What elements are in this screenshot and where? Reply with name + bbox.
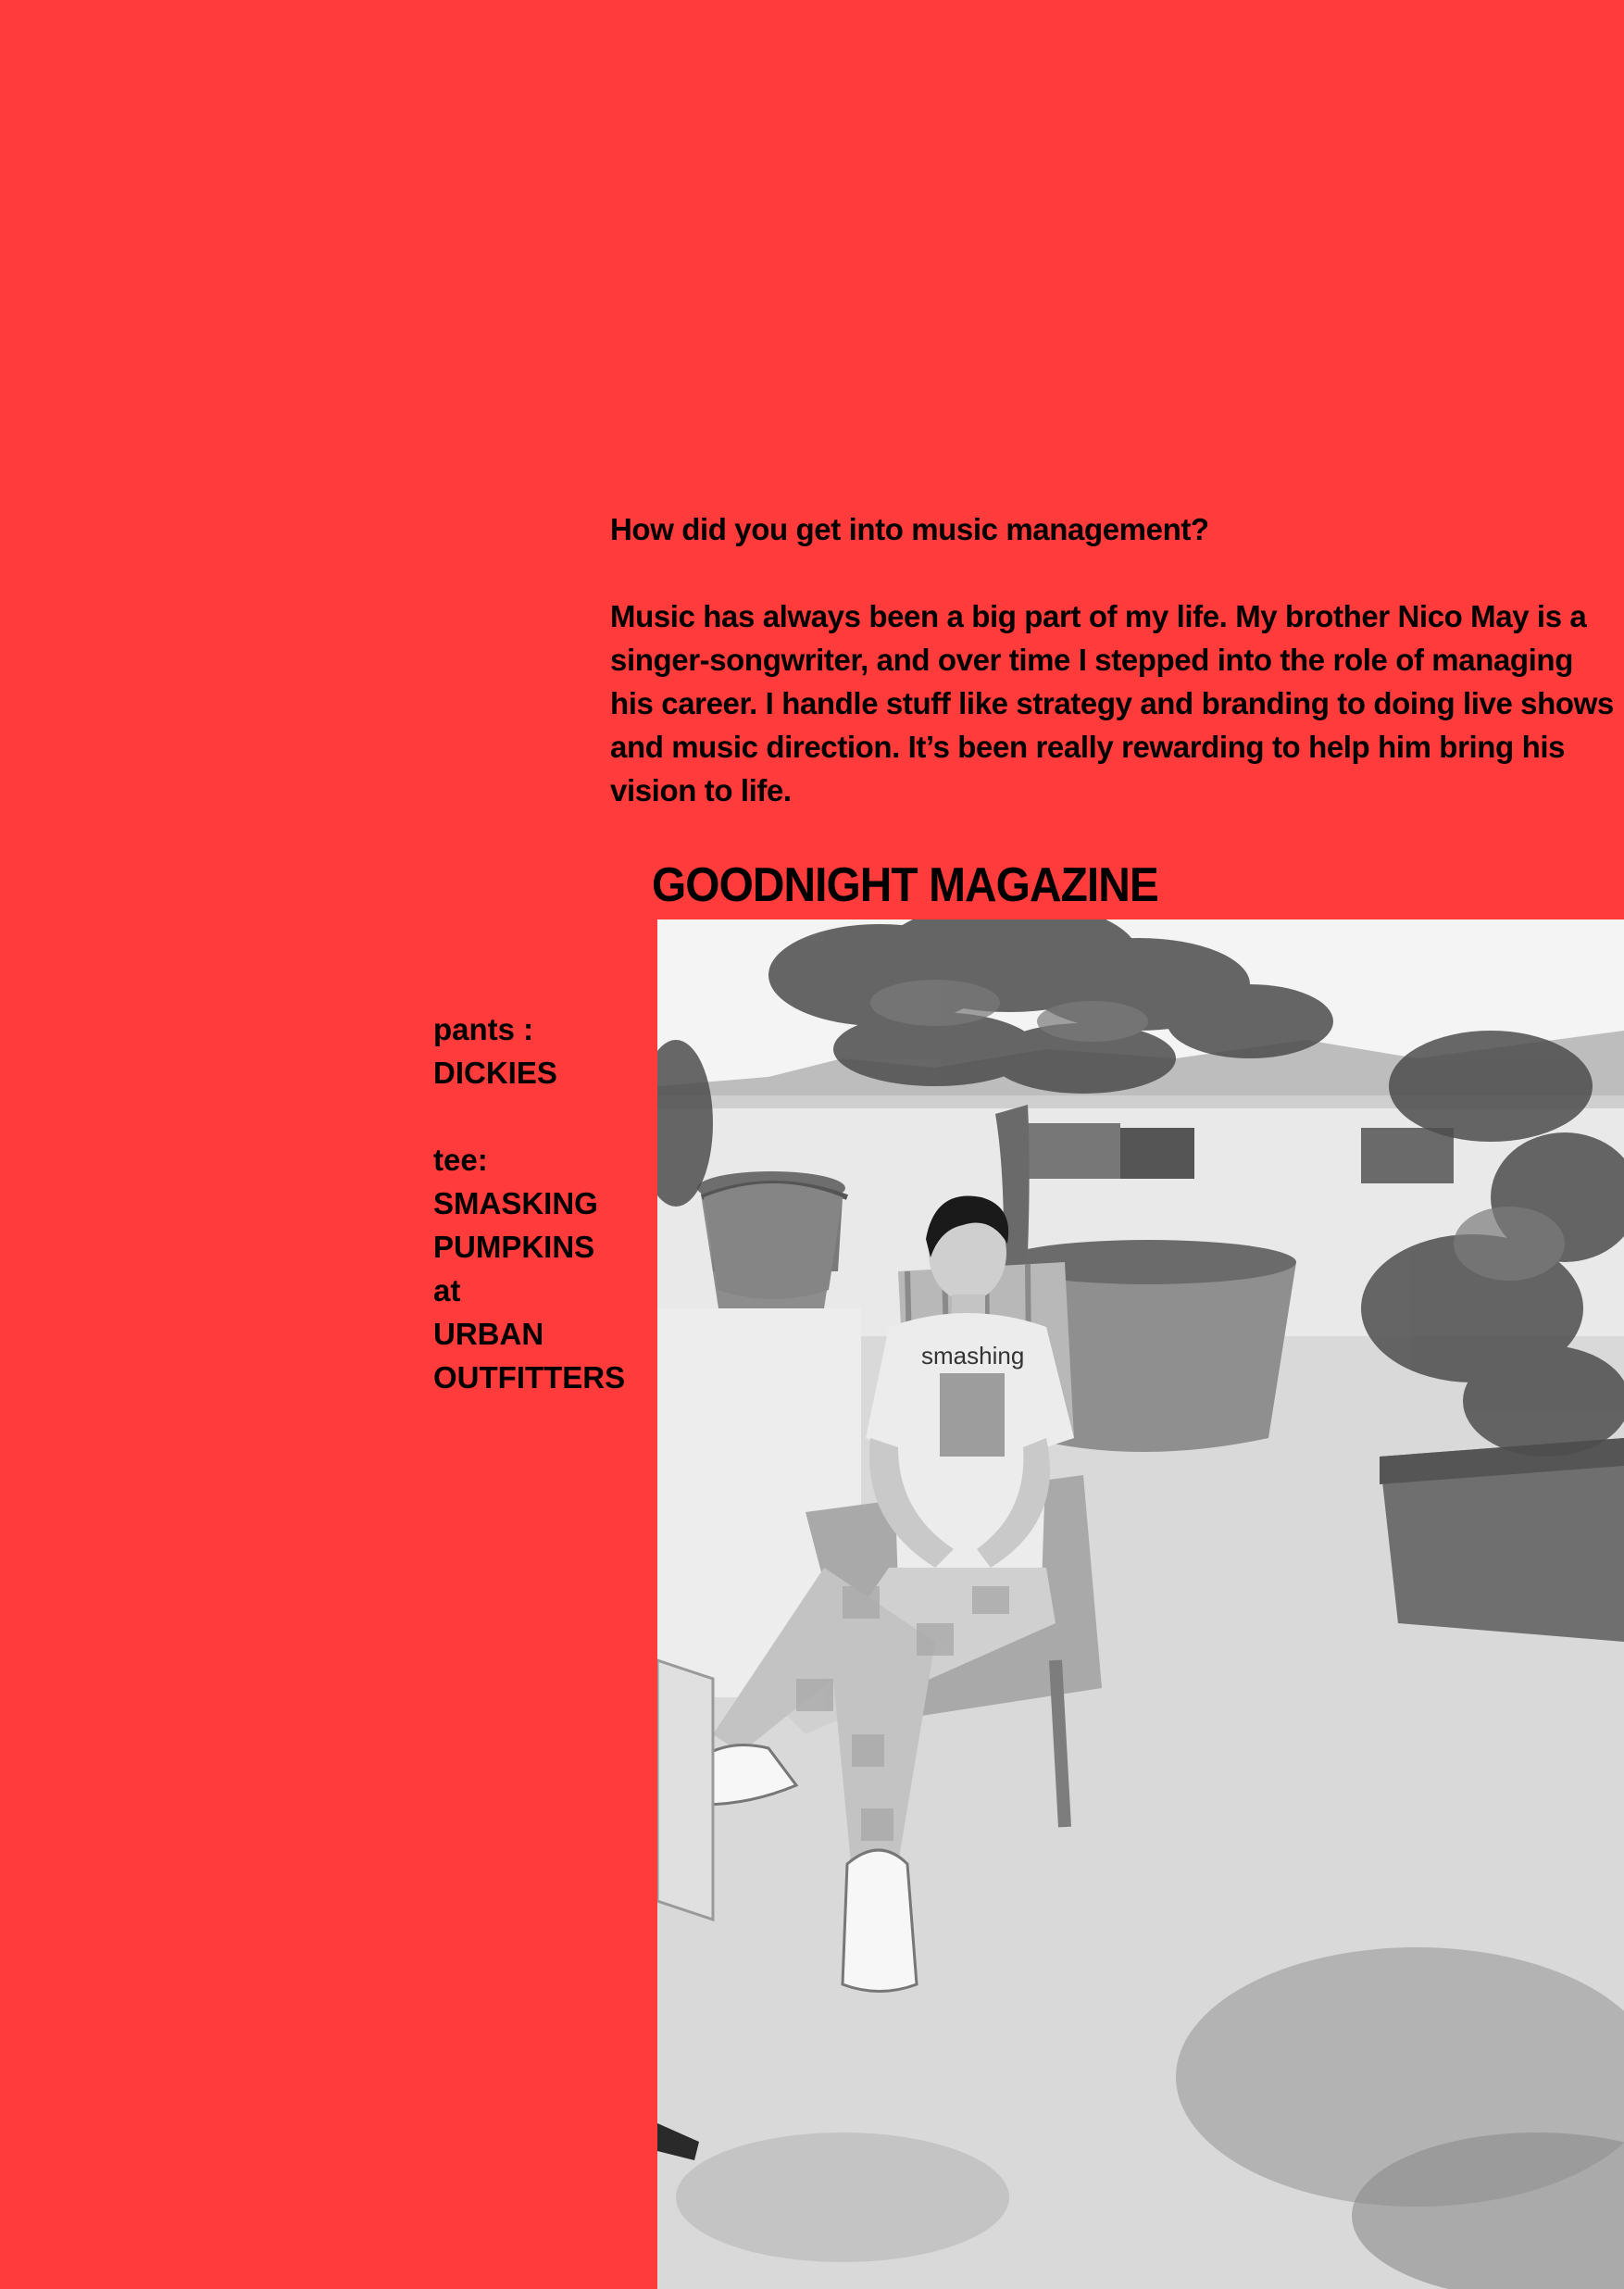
tee-line: PUMPKINS — [433, 1230, 595, 1264]
outfit-credits — [433, 1007, 626, 1443]
interview-block — [610, 507, 1619, 812]
pants-credit — [433, 1007, 618, 1094]
rooftop-portrait-photo — [657, 919, 1624, 2289]
tee-line: OUTFITTERS — [433, 1360, 626, 1395]
tee-line: at — [433, 1273, 461, 1307]
interview-question: How did you get into music management? — [610, 512, 1209, 546]
tee-line: URBAN — [433, 1317, 544, 1351]
tee-credit — [433, 1138, 626, 1399]
pants-brand: DICKIES — [433, 1056, 557, 1090]
shirt-print-text: smashing — [921, 1342, 1025, 1370]
pants-label: pants : — [433, 1012, 534, 1046]
magazine-title: GOODNIGHT MAGAZINE — [652, 858, 1158, 912]
tee-label: tee: — [433, 1143, 488, 1177]
interview-answer: Music has always been a big part of my life. My brother Nico May is a singer-songwriter, and over time I stepped into the role of managing his career. I handle stuff like strategy and branding to doing live shows and music direction. It’s been really rewarding to help him bring his vision to life. — [610, 599, 1614, 807]
portrait-illustration — [657, 919, 1624, 2289]
tee-line: SMASKING — [433, 1186, 598, 1220]
